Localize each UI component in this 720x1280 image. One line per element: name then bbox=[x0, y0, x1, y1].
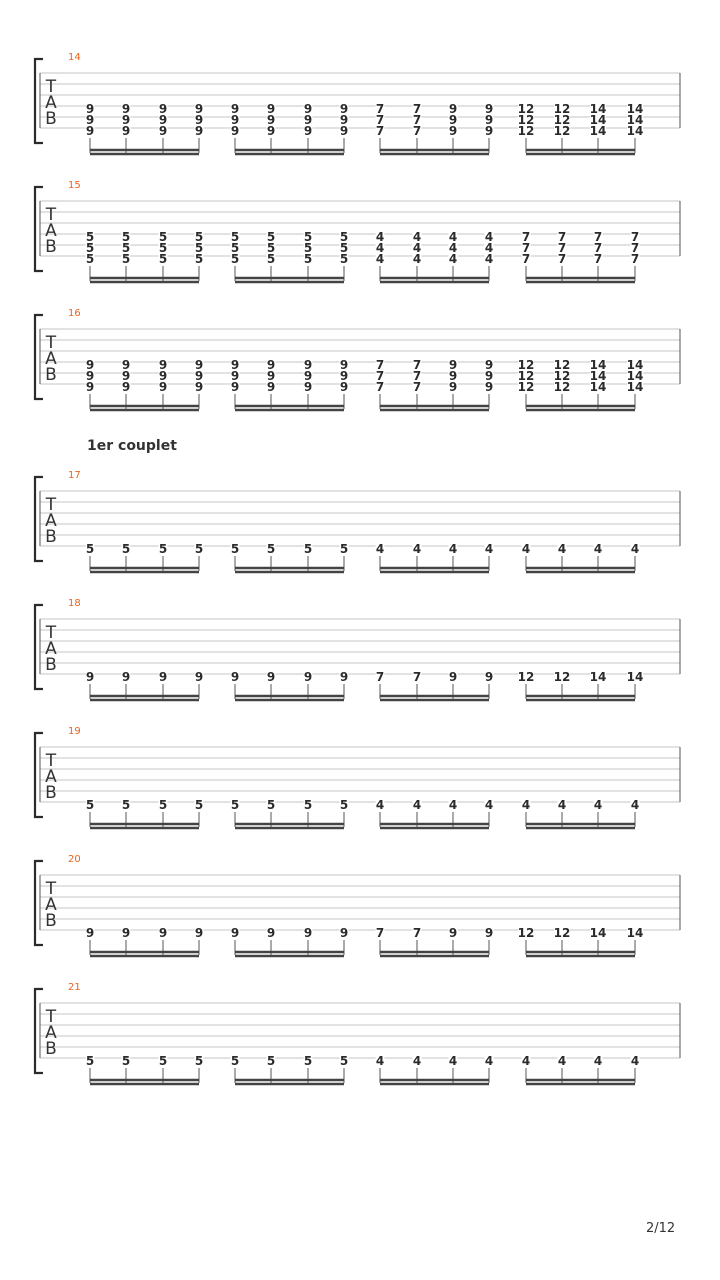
tab-clef-letter: A bbox=[45, 895, 57, 915]
fret-number: 14 bbox=[626, 124, 644, 138]
tab-clef-letter: B bbox=[45, 365, 57, 385]
fret-number: 9 bbox=[266, 124, 276, 138]
fret-number: 14 bbox=[589, 380, 607, 394]
tab-clef-letter: T bbox=[45, 495, 57, 515]
fret-number: 5 bbox=[85, 241, 95, 255]
fret-number: 9 bbox=[448, 102, 458, 116]
fret-number: 9 bbox=[303, 113, 313, 127]
fret-number: 5 bbox=[121, 798, 131, 812]
tab-clef-letter: T bbox=[45, 879, 57, 899]
fret-number: 5 bbox=[85, 252, 95, 266]
fret-number: 4 bbox=[593, 542, 603, 556]
fret-number: 12 bbox=[517, 380, 535, 394]
fret-number: 5 bbox=[230, 252, 240, 266]
fret-number: 9 bbox=[85, 358, 95, 372]
fret-number: 14 bbox=[626, 113, 644, 127]
fret-number: 5 bbox=[339, 1054, 349, 1068]
tab-clef-letter: T bbox=[45, 1007, 57, 1027]
fret-number: 9 bbox=[484, 369, 494, 383]
tab-clef-letter: A bbox=[45, 93, 57, 113]
fret-number: 5 bbox=[303, 252, 313, 266]
fret-number: 9 bbox=[158, 369, 168, 383]
fret-number: 4 bbox=[521, 798, 531, 812]
fret-number: 5 bbox=[121, 230, 131, 244]
fret-number: 14 bbox=[626, 926, 644, 940]
fret-number: 9 bbox=[158, 124, 168, 138]
section-label: 1er couplet bbox=[87, 438, 177, 454]
fret-number: 12 bbox=[517, 124, 535, 138]
fret-number: 4 bbox=[484, 1054, 494, 1068]
fret-number: 7 bbox=[375, 113, 385, 127]
fret-number: 12 bbox=[553, 113, 571, 127]
fret-number: 5 bbox=[158, 241, 168, 255]
fret-number: 5 bbox=[230, 542, 240, 556]
fret-number: 9 bbox=[121, 124, 131, 138]
fret-number: 4 bbox=[630, 798, 640, 812]
tab-clef-letter: B bbox=[45, 1039, 57, 1059]
fret-number: 12 bbox=[553, 670, 571, 684]
system-bracket bbox=[35, 477, 43, 561]
fret-number: 7 bbox=[521, 252, 531, 266]
system-bracket bbox=[35, 315, 43, 399]
fret-number: 4 bbox=[557, 798, 567, 812]
fret-number: 9 bbox=[266, 380, 276, 394]
fret-number: 12 bbox=[517, 369, 535, 383]
fret-number: 4 bbox=[375, 230, 385, 244]
fret-number: 5 bbox=[266, 1054, 276, 1068]
fret-number: 7 bbox=[412, 124, 422, 138]
fret-number: 9 bbox=[484, 124, 494, 138]
fret-number: 5 bbox=[303, 241, 313, 255]
fret-number: 5 bbox=[85, 798, 95, 812]
tab-clef-letter: T bbox=[45, 333, 57, 353]
fret-number: 9 bbox=[85, 926, 95, 940]
fret-number: 9 bbox=[484, 670, 494, 684]
fret-number: 14 bbox=[589, 926, 607, 940]
fret-number: 9 bbox=[121, 380, 131, 394]
fret-number: 9 bbox=[121, 926, 131, 940]
fret-number: 9 bbox=[230, 670, 240, 684]
fret-number: 9 bbox=[448, 369, 458, 383]
fret-number: 9 bbox=[266, 670, 276, 684]
fret-number: 4 bbox=[521, 542, 531, 556]
fret-number: 9 bbox=[339, 124, 349, 138]
measure-number: 16 bbox=[68, 308, 81, 319]
system-bracket bbox=[35, 59, 43, 143]
tab-clef-letter: T bbox=[45, 623, 57, 643]
fret-number: 9 bbox=[194, 926, 204, 940]
fret-number: 4 bbox=[448, 230, 458, 244]
tab-staff bbox=[0, 991, 720, 1087]
fret-number: 9 bbox=[266, 102, 276, 116]
fret-number: 14 bbox=[589, 113, 607, 127]
fret-number: 9 bbox=[339, 926, 349, 940]
tab-staff bbox=[0, 607, 720, 703]
fret-number: 9 bbox=[339, 358, 349, 372]
fret-number: 9 bbox=[85, 102, 95, 116]
fret-number: 9 bbox=[230, 124, 240, 138]
fret-number: 9 bbox=[339, 380, 349, 394]
fret-number: 7 bbox=[557, 241, 567, 255]
fret-number: 7 bbox=[412, 369, 422, 383]
fret-number: 4 bbox=[375, 1054, 385, 1068]
fret-number: 12 bbox=[517, 926, 535, 940]
measure-number: 19 bbox=[68, 726, 81, 737]
fret-number: 7 bbox=[593, 230, 603, 244]
fret-number: 5 bbox=[303, 798, 313, 812]
fret-number: 5 bbox=[194, 1054, 204, 1068]
fret-number: 5 bbox=[339, 542, 349, 556]
fret-number: 12 bbox=[553, 124, 571, 138]
fret-number: 7 bbox=[630, 241, 640, 255]
system-bracket bbox=[35, 733, 43, 817]
fret-number: 7 bbox=[412, 102, 422, 116]
fret-number: 9 bbox=[484, 358, 494, 372]
fret-number: 5 bbox=[266, 241, 276, 255]
fret-number: 9 bbox=[303, 358, 313, 372]
fret-number: 9 bbox=[85, 670, 95, 684]
fret-number: 4 bbox=[412, 542, 422, 556]
tab-clef-letter: T bbox=[45, 751, 57, 771]
fret-number: 9 bbox=[230, 926, 240, 940]
fret-number: 4 bbox=[448, 1054, 458, 1068]
fret-number: 9 bbox=[303, 380, 313, 394]
fret-number: 9 bbox=[448, 670, 458, 684]
fret-number: 12 bbox=[553, 369, 571, 383]
fret-number: 5 bbox=[194, 798, 204, 812]
fret-number: 5 bbox=[121, 542, 131, 556]
fret-number: 9 bbox=[194, 124, 204, 138]
fret-number: 9 bbox=[303, 124, 313, 138]
fret-number: 5 bbox=[303, 230, 313, 244]
fret-number: 5 bbox=[339, 252, 349, 266]
fret-number: 9 bbox=[158, 670, 168, 684]
fret-number: 7 bbox=[375, 926, 385, 940]
fret-number: 4 bbox=[412, 252, 422, 266]
measure-number: 20 bbox=[68, 854, 81, 865]
fret-number: 9 bbox=[121, 102, 131, 116]
fret-number: 5 bbox=[339, 798, 349, 812]
tab-clef-letter: B bbox=[45, 911, 57, 931]
fret-number: 9 bbox=[85, 124, 95, 138]
tab-clef-letter: B bbox=[45, 655, 57, 675]
fret-number: 9 bbox=[121, 358, 131, 372]
fret-number: 5 bbox=[266, 798, 276, 812]
tab-staff bbox=[0, 479, 720, 575]
fret-number: 5 bbox=[339, 230, 349, 244]
fret-number: 12 bbox=[553, 358, 571, 372]
fret-number: 4 bbox=[412, 241, 422, 255]
fret-number: 9 bbox=[230, 102, 240, 116]
fret-number: 5 bbox=[158, 542, 168, 556]
fret-number: 7 bbox=[557, 252, 567, 266]
fret-number: 5 bbox=[339, 241, 349, 255]
fret-number: 7 bbox=[375, 358, 385, 372]
fret-number: 5 bbox=[194, 241, 204, 255]
fret-number: 9 bbox=[230, 369, 240, 383]
tab-staff bbox=[0, 189, 720, 285]
fret-number: 9 bbox=[266, 926, 276, 940]
fret-number: 7 bbox=[375, 102, 385, 116]
tab-clef-letter: B bbox=[45, 237, 57, 257]
system-bracket bbox=[35, 187, 43, 271]
fret-number: 9 bbox=[121, 369, 131, 383]
fret-number: 4 bbox=[412, 798, 422, 812]
measure-number: 14 bbox=[68, 52, 81, 63]
tab-staff bbox=[0, 735, 720, 831]
fret-number: 5 bbox=[266, 252, 276, 266]
fret-number: 5 bbox=[158, 252, 168, 266]
fret-number: 7 bbox=[412, 670, 422, 684]
system-bracket bbox=[35, 989, 43, 1073]
fret-number: 4 bbox=[412, 230, 422, 244]
fret-number: 4 bbox=[593, 798, 603, 812]
fret-number: 5 bbox=[230, 1054, 240, 1068]
fret-number: 9 bbox=[158, 113, 168, 127]
system-bracket bbox=[35, 605, 43, 689]
fret-number: 9 bbox=[85, 369, 95, 383]
fret-number: 9 bbox=[194, 380, 204, 394]
fret-number: 4 bbox=[375, 542, 385, 556]
fret-number: 5 bbox=[85, 230, 95, 244]
fret-number: 7 bbox=[412, 926, 422, 940]
fret-number: 9 bbox=[448, 113, 458, 127]
tab-clef-letter: A bbox=[45, 767, 57, 787]
fret-number: 14 bbox=[626, 358, 644, 372]
fret-number: 5 bbox=[303, 542, 313, 556]
fret-number: 7 bbox=[375, 369, 385, 383]
fret-number: 9 bbox=[121, 113, 131, 127]
fret-number: 4 bbox=[484, 230, 494, 244]
tab-clef-letter: B bbox=[45, 109, 57, 129]
fret-number: 4 bbox=[630, 1054, 640, 1068]
fret-number: 5 bbox=[266, 230, 276, 244]
fret-number: 9 bbox=[230, 113, 240, 127]
fret-number: 4 bbox=[630, 542, 640, 556]
tab-clef-letter: B bbox=[45, 783, 57, 803]
fret-number: 12 bbox=[517, 113, 535, 127]
tab-clef-letter: A bbox=[45, 221, 57, 241]
fret-number: 9 bbox=[448, 124, 458, 138]
fret-number: 14 bbox=[626, 380, 644, 394]
fret-number: 9 bbox=[266, 358, 276, 372]
fret-number: 9 bbox=[194, 358, 204, 372]
fret-number: 4 bbox=[448, 542, 458, 556]
tab-staff bbox=[0, 61, 720, 157]
measure-number: 15 bbox=[68, 180, 81, 191]
tab-staff bbox=[0, 317, 720, 413]
fret-number: 7 bbox=[375, 124, 385, 138]
fret-number: 9 bbox=[194, 113, 204, 127]
fret-number: 7 bbox=[412, 113, 422, 127]
tab-clef-letter: T bbox=[45, 77, 57, 97]
fret-number: 12 bbox=[517, 358, 535, 372]
fret-number: 9 bbox=[194, 670, 204, 684]
fret-number: 9 bbox=[230, 358, 240, 372]
fret-number: 4 bbox=[557, 542, 567, 556]
fret-number: 14 bbox=[589, 670, 607, 684]
fret-number: 9 bbox=[303, 369, 313, 383]
tab-clef-letter: B bbox=[45, 527, 57, 547]
fret-number: 14 bbox=[626, 102, 644, 116]
fret-number: 4 bbox=[484, 542, 494, 556]
fret-number: 14 bbox=[589, 369, 607, 383]
fret-number: 9 bbox=[484, 380, 494, 394]
fret-number: 9 bbox=[339, 369, 349, 383]
fret-number: 7 bbox=[593, 241, 603, 255]
fret-number: 9 bbox=[448, 926, 458, 940]
fret-number: 14 bbox=[626, 670, 644, 684]
fret-number: 9 bbox=[194, 102, 204, 116]
fret-number: 14 bbox=[589, 358, 607, 372]
fret-number: 5 bbox=[194, 542, 204, 556]
fret-number: 5 bbox=[303, 1054, 313, 1068]
fret-number: 9 bbox=[303, 926, 313, 940]
tab-clef-letter: A bbox=[45, 349, 57, 369]
fret-number: 7 bbox=[412, 380, 422, 394]
fret-number: 5 bbox=[85, 542, 95, 556]
measure-number: 17 bbox=[68, 470, 81, 481]
fret-number: 9 bbox=[158, 102, 168, 116]
tab-clef-letter: A bbox=[45, 1023, 57, 1043]
measure-number: 21 bbox=[68, 982, 81, 993]
fret-number: 4 bbox=[448, 798, 458, 812]
fret-number: 7 bbox=[412, 358, 422, 372]
fret-number: 4 bbox=[448, 241, 458, 255]
fret-number: 7 bbox=[521, 230, 531, 244]
fret-number: 5 bbox=[230, 798, 240, 812]
fret-number: 4 bbox=[484, 241, 494, 255]
fret-number: 4 bbox=[375, 252, 385, 266]
fret-number: 7 bbox=[521, 241, 531, 255]
fret-number: 9 bbox=[484, 926, 494, 940]
tab-clef-letter: A bbox=[45, 639, 57, 659]
fret-number: 5 bbox=[230, 230, 240, 244]
fret-number: 5 bbox=[121, 241, 131, 255]
fret-number: 12 bbox=[553, 102, 571, 116]
fret-number: 9 bbox=[121, 670, 131, 684]
fret-number: 4 bbox=[521, 1054, 531, 1068]
fret-number: 5 bbox=[121, 1054, 131, 1068]
system-bracket bbox=[35, 861, 43, 945]
fret-number: 4 bbox=[557, 1054, 567, 1068]
fret-number: 9 bbox=[85, 113, 95, 127]
tab-clef-letter: T bbox=[45, 205, 57, 225]
tab-clef-letter: A bbox=[45, 511, 57, 531]
fret-number: 5 bbox=[194, 252, 204, 266]
fret-number: 9 bbox=[158, 358, 168, 372]
fret-number: 5 bbox=[121, 252, 131, 266]
fret-number: 5 bbox=[158, 1054, 168, 1068]
fret-number: 9 bbox=[194, 369, 204, 383]
fret-number: 4 bbox=[593, 1054, 603, 1068]
fret-number: 12 bbox=[553, 926, 571, 940]
fret-number: 7 bbox=[630, 230, 640, 244]
fret-number: 9 bbox=[85, 380, 95, 394]
fret-number: 4 bbox=[375, 241, 385, 255]
fret-number: 9 bbox=[484, 102, 494, 116]
fret-number: 5 bbox=[194, 230, 204, 244]
fret-number: 5 bbox=[230, 241, 240, 255]
fret-number: 14 bbox=[589, 124, 607, 138]
fret-number: 9 bbox=[158, 926, 168, 940]
fret-number: 12 bbox=[553, 380, 571, 394]
fret-number: 9 bbox=[339, 113, 349, 127]
fret-number: 4 bbox=[375, 798, 385, 812]
fret-number: 5 bbox=[158, 798, 168, 812]
fret-number: 12 bbox=[517, 102, 535, 116]
fret-number: 7 bbox=[593, 252, 603, 266]
fret-number: 9 bbox=[230, 380, 240, 394]
fret-number: 9 bbox=[303, 102, 313, 116]
fret-number: 5 bbox=[266, 542, 276, 556]
page-number: 2/12 bbox=[646, 1221, 676, 1236]
fret-number: 4 bbox=[484, 798, 494, 812]
fret-number: 9 bbox=[339, 102, 349, 116]
fret-number: 14 bbox=[626, 369, 644, 383]
fret-number: 4 bbox=[448, 252, 458, 266]
fret-number: 12 bbox=[517, 670, 535, 684]
fret-number: 7 bbox=[557, 230, 567, 244]
fret-number: 9 bbox=[303, 670, 313, 684]
fret-number: 7 bbox=[375, 670, 385, 684]
fret-number: 5 bbox=[85, 1054, 95, 1068]
fret-number: 4 bbox=[412, 1054, 422, 1068]
fret-number: 9 bbox=[484, 113, 494, 127]
fret-number: 9 bbox=[266, 369, 276, 383]
fret-number: 5 bbox=[158, 230, 168, 244]
fret-number: 9 bbox=[448, 380, 458, 394]
fret-number: 14 bbox=[589, 102, 607, 116]
fret-number: 9 bbox=[448, 358, 458, 372]
measure-number: 18 bbox=[68, 598, 81, 609]
fret-number: 9 bbox=[158, 380, 168, 394]
fret-number: 7 bbox=[630, 252, 640, 266]
tab-staff bbox=[0, 863, 720, 959]
fret-number: 9 bbox=[339, 670, 349, 684]
fret-number: 4 bbox=[484, 252, 494, 266]
fret-number: 7 bbox=[375, 380, 385, 394]
fret-number: 9 bbox=[266, 113, 276, 127]
